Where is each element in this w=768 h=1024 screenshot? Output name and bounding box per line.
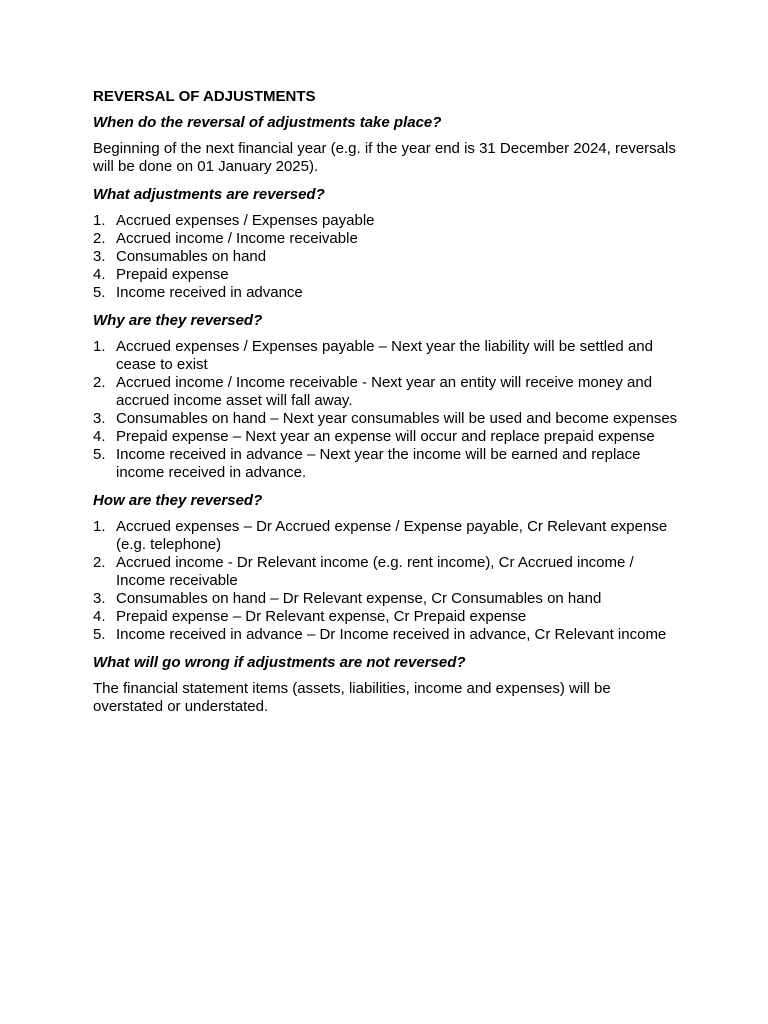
list-item-text: Income received in advance – Next year the income will be earned and replace income received in advance. bbox=[116, 446, 641, 481]
list-number: 5. bbox=[93, 446, 106, 463]
list-number: 1. bbox=[93, 338, 106, 355]
document-page bbox=[93, 88, 683, 726]
list-how-reversed bbox=[93, 518, 683, 644]
list-item bbox=[93, 212, 683, 230]
question-what-goes-wrong: What will go wrong if adjustments are not reversed? bbox=[93, 654, 466, 671]
answer-what-goes-wrong: The financial statement items (assets, liabilities, income and expenses) will be overstated or understated. bbox=[93, 680, 611, 715]
list-item-text: Income received in advance bbox=[116, 284, 303, 301]
list-number: 3. bbox=[93, 248, 106, 265]
list-item-text: Accrued expenses / Expenses payable – Next year the liability will be settled and cease to exist bbox=[116, 338, 653, 373]
list-why-reversed bbox=[93, 338, 683, 482]
question-how: How are they reversed? bbox=[93, 492, 263, 509]
list-item-text: Income received in advance – Dr Income received in advance, Cr Relevant income bbox=[116, 626, 667, 643]
list-item-text: Consumables on hand bbox=[116, 248, 267, 265]
list-item bbox=[93, 230, 683, 248]
list-number: 4. bbox=[93, 428, 106, 445]
list-what-reversed bbox=[93, 212, 683, 302]
list-item-text: Accrued income - Dr Relevant income (e.g. rent income), Cr Accrued income / Income receivable bbox=[116, 554, 634, 589]
list-item-text: Accrued income / Income receivable - Next year an entity will receive money and accrued income asset will fall away. bbox=[116, 374, 653, 409]
list-item bbox=[93, 626, 683, 644]
list-item bbox=[93, 446, 683, 482]
list-number: 3. bbox=[93, 590, 106, 607]
list-number: 5. bbox=[93, 284, 106, 301]
list-number: 3. bbox=[93, 410, 106, 427]
list-item bbox=[93, 608, 683, 626]
list-number: 2. bbox=[93, 230, 106, 247]
list-item-text: Accrued income / Income receivable bbox=[116, 230, 358, 247]
question-what: What adjustments are reversed? bbox=[93, 186, 325, 203]
list-item bbox=[93, 374, 683, 410]
list-number: 1. bbox=[93, 518, 106, 535]
list-item-text: Consumables on hand – Dr Relevant expense, Cr Consumables on hand bbox=[116, 590, 602, 607]
question-why: Why are they reversed? bbox=[93, 312, 263, 329]
list-item bbox=[93, 248, 683, 266]
list-number: 2. bbox=[93, 554, 106, 571]
list-number: 2. bbox=[93, 374, 106, 391]
list-item bbox=[93, 338, 683, 374]
list-number: 4. bbox=[93, 266, 106, 283]
list-number: 1. bbox=[93, 212, 106, 229]
list-item-text: Consumables on hand – Next year consumables will be used and become expenses bbox=[116, 410, 678, 427]
list-item bbox=[93, 554, 683, 590]
list-item bbox=[93, 284, 683, 302]
question-when: When do the reversal of adjustments take place? bbox=[93, 114, 442, 131]
list-number: 4. bbox=[93, 608, 106, 625]
list-item bbox=[93, 518, 683, 554]
list-item-text: Prepaid expense – Next year an expense will occur and replace prepaid expense bbox=[116, 428, 655, 445]
list-item bbox=[93, 428, 683, 446]
answer-when: Beginning of the next financial year (e.g. if the year end is 31 December 2024, reversals will be done on 01 January 2025). bbox=[93, 140, 676, 175]
list-item-text: Prepaid expense bbox=[116, 266, 229, 283]
document-title: REVERSAL OF ADJUSTMENTS bbox=[93, 88, 316, 105]
list-item bbox=[93, 590, 683, 608]
list-item-text: Prepaid expense – Dr Relevant expense, Cr Prepaid expense bbox=[116, 608, 527, 625]
list-item-text: Accrued expenses – Dr Accrued expense / Expense payable, Cr Relevant expense (e.g. telephone) bbox=[116, 518, 668, 553]
list-item bbox=[93, 410, 683, 428]
list-item-text: Accrued expenses / Expenses payable bbox=[116, 212, 375, 229]
list-item bbox=[93, 266, 683, 284]
list-number: 5. bbox=[93, 626, 106, 643]
